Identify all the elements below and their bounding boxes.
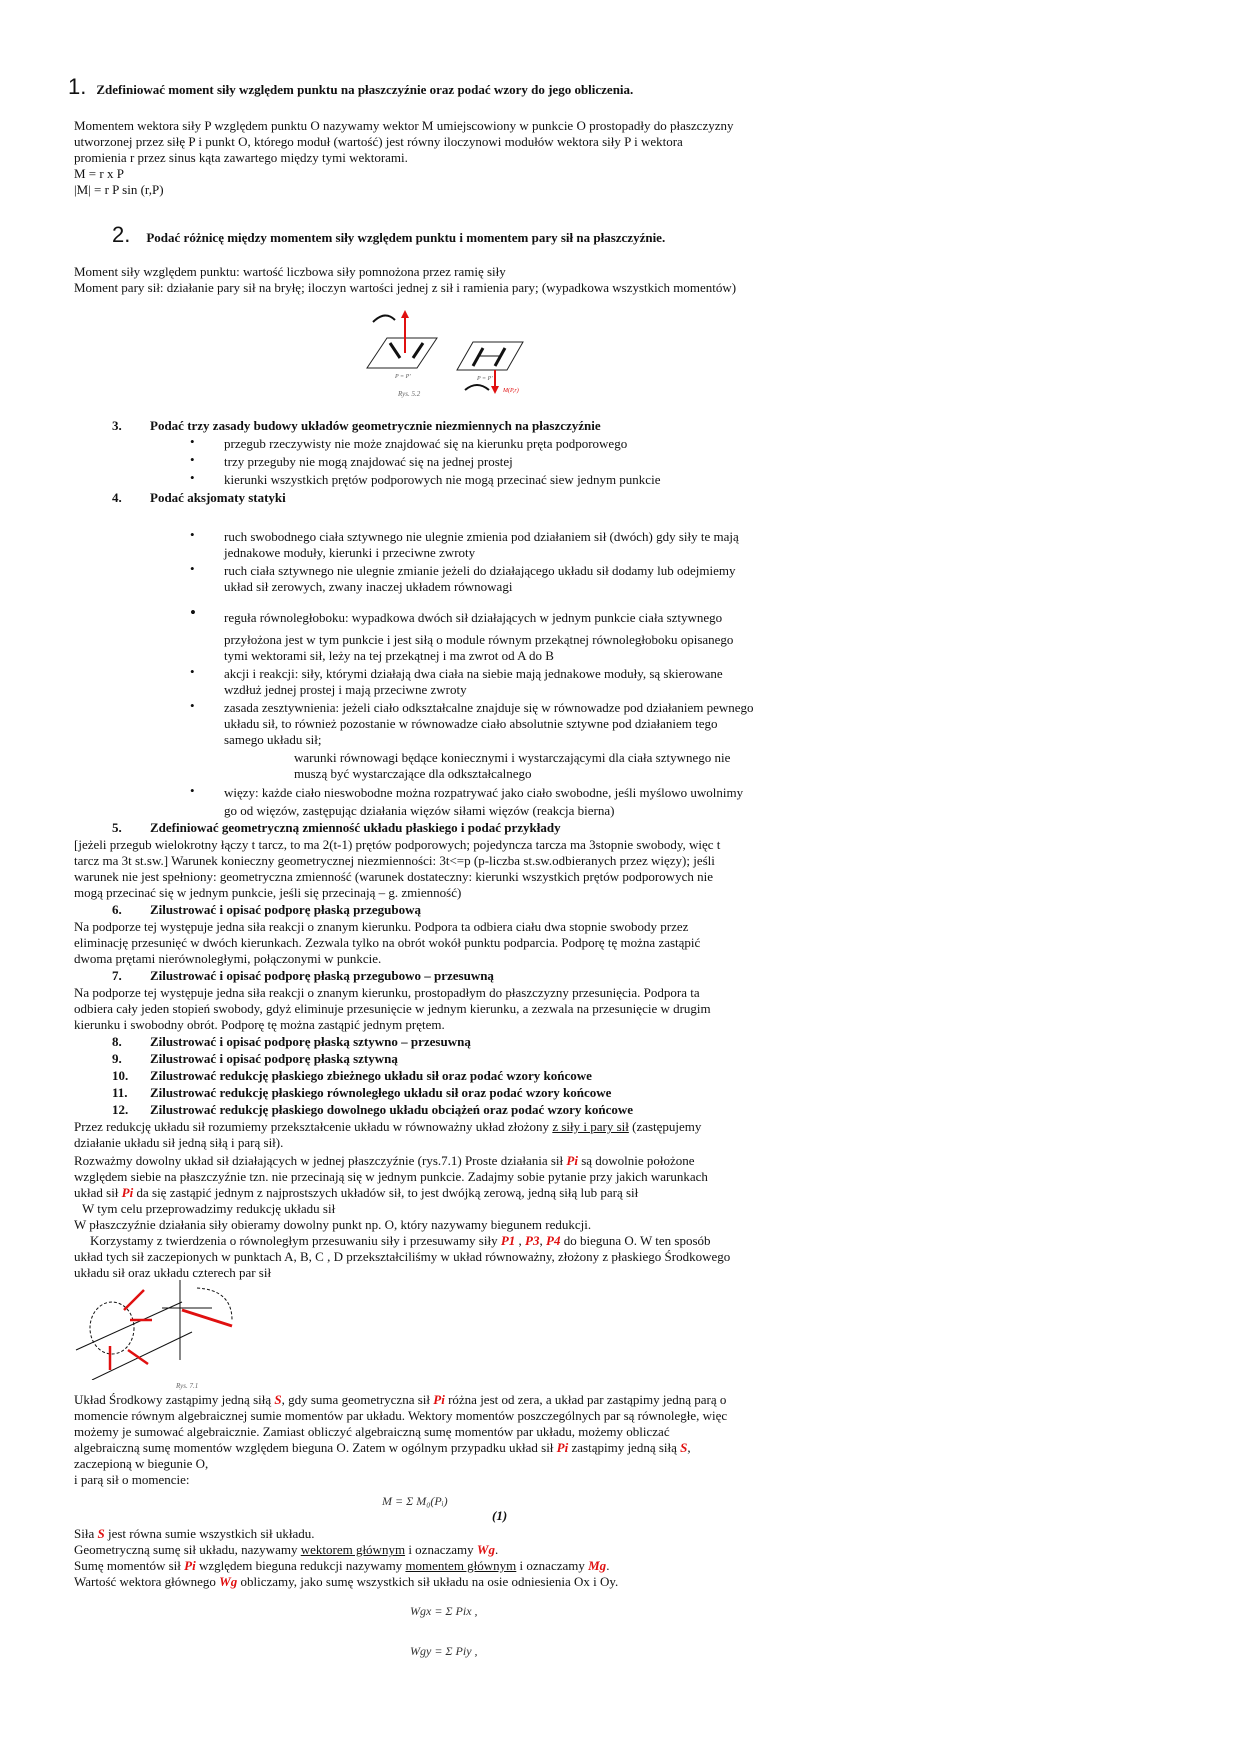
q1-line: Momentem wektora siły P względem punktu O nazywamy wektor M umiejscowiony w punkcie O prostopadły do płaszczyzny — [74, 118, 734, 133]
q4-bullet: przyłożona jest w tym punkcie i jest siłą o module równym przekątnej równoległoboku opisanego — [224, 632, 734, 647]
q12-paragraph: układ sił Pi da się zastąpić jednym z najprostszych układów sił, to jest dwójką zerową, jedną siłą lub parą sił — [74, 1185, 639, 1200]
equation-wgx: Wgx = Σ Pix , — [410, 1604, 478, 1618]
q12-paragraph: algebraiczną sumę momentów względem bieguna O. Zatem w ogólnym przypadku układ sił Pi zastąpimy jedną siłą S, — [74, 1440, 691, 1455]
q11-title: Zilustrować redukcję płaskiego równoległego układu sił oraz podać wzory końcowe — [150, 1085, 612, 1100]
q7-number: 7. — [112, 968, 122, 983]
q4-sub-note: muszą być wystarczające dla odkształcalnego — [294, 766, 532, 781]
equation-wgy: Wgy = Σ Piy , — [410, 1644, 478, 1658]
fig-right-label: P = P' — [477, 376, 493, 382]
q12-paragraph: układ tych sił zaczepionych w punktach A, B, C , D przekształciliśmy w układ równoważny, złożony z płaskiego Środkowego — [74, 1249, 731, 1264]
fig-5-2-caption: Rys. 5.2 — [398, 390, 421, 398]
q12-paragraph: Sumę momentów sił Pi względem bieguna redukcji nazywamy momentem głównym i oznaczamy Mg. — [74, 1558, 610, 1573]
q12-title: Zilustrować redukcję płaskiego dowolnego układu obciążeń oraz podać wzory końcowe — [150, 1102, 634, 1117]
q10-title: Zilustrować redukcję płaskiego zbieżnego układu sił oraz podać wzory końcowe — [150, 1068, 592, 1083]
q12-paragraph: Geometryczną sumę sił układu, nazywamy wektorem głównym i oznaczamy Wg. — [74, 1542, 499, 1557]
q12-paragraph: W tym celu przeprowadzimy redukcję układu sił — [82, 1201, 336, 1216]
q12-paragraph: względem siebie na płaszczyźnie tzn. nie przecinają się w jednym punkcie. Zadajmy sobie pytanie przy jakich warunkach — [74, 1169, 708, 1184]
q1-line: utworzonej przez siłę P i punkt O, którego moduł (wartość) jest równy iloczynowi modułów wektora siły P i wektora — [74, 134, 683, 149]
q5-line: [jeżeli przegub wielokrotny łączy t tarcz, to ma 2(t-1) prętów podporowych; pojedyncza tarcza ma 3stopnie swobody, więc t — [74, 837, 721, 852]
q2-line: Moment siły względem punktu: wartość liczbowa siły pomnożona przez ramię siły — [74, 264, 506, 279]
bullet-icon: • — [190, 452, 195, 467]
q4-bullet: ruch ciała sztywnego nie ulegnie zmianie jeżeli do działającego układu sił dodamy lub odejmiemy — [224, 563, 736, 578]
bullet-icon: • — [190, 783, 195, 798]
q1-heading — [68, 74, 633, 100]
q4-bullet: zasada zesztywnienia: jeżeli ciało odkształcalne znajduje się w równowadze pod działaniem pewnego — [224, 700, 754, 715]
symbol-pi: Pi — [121, 1185, 134, 1200]
q3-bullet: trzy przeguby nie mogą znajdować się na jednej prostej — [224, 454, 513, 469]
q1-title: Zdefiniować moment siły względem punktu na płaszczyźnie oraz podać wzory do jego obliczenia. — [96, 82, 634, 97]
q7-line: kierunku i swobodny obrót. Podporę tę można zastąpić jednym prętem. — [74, 1017, 445, 1032]
q12-paragraph: Korzystamy z twierdzenia o równoległym przesuwaniu siły i przesuwamy siły P1 , P3, P4 do bieguna O. W ten sposób — [90, 1233, 711, 1248]
q5-title: Zdefiniować geometryczną zmienność układu płaskiego i podać przykłady — [150, 820, 561, 835]
q12-paragraph: Rozważmy dowolny układ sił działających w jednej płaszczyźnie (rys.7.1) Proste działania sił Pi są dowolnie położone — [74, 1153, 695, 1168]
q9-number: 9. — [112, 1051, 122, 1066]
fig-left-label: P = P' — [395, 374, 411, 380]
q12-paragraph: Wartość wektora głównego Wg obliczamy, jako sumę wszystkich sił układu na osie odniesienia Ox i Oy. — [74, 1574, 619, 1589]
q4-bullet: wzdłuż jednej prostej i mają przeciwne zwroty — [224, 682, 467, 697]
q2-title: Podać różnicę między momentem siły względem punktu i momentem pary sił na płaszczyźnie. — [146, 230, 666, 245]
q6-title: Zilustrować i opisać podporę płaską przegubową — [150, 902, 421, 917]
q12-paragraph: układu sił oraz układu czterech par sił — [74, 1265, 272, 1280]
q5-number: 5. — [112, 820, 122, 835]
bullet-icon: • — [190, 470, 195, 485]
q8-title: Zilustrować i opisać podporę płaską sztywno – przesuwną — [150, 1034, 471, 1049]
q6-line: dwoma prętami nierównoległymi, połączonymi w punkcie. — [74, 951, 382, 966]
q5-line: warunek nie jest spełniony: geometryczna zmienność (warunek dostateczny: kierunki wszystkich prętów podporowych nie — [74, 869, 713, 884]
q1-formula: M = r x P — [74, 166, 124, 181]
q7-line: Na podporze tej występuje jedna siła reakcji o znanym kierunku, prostopadłym do płaszczyzny przesunięcia. Podpora ta — [74, 985, 700, 1000]
q12-paragraph: momencie równym algebraicznej sumie momentów par układu. Wektory momentów poszczególnych par są równoległe, więc — [74, 1408, 728, 1423]
q4-bullet: samego układu sił; — [224, 732, 322, 747]
q4-bullet: akcji i reakcji: siły, którymi działają dwa ciała na siebie mają jednakowe moduły, są skierowane — [224, 666, 723, 681]
q7-title: Zilustrować i opisać podporę płaską przegubowo – przesuwną — [150, 968, 494, 983]
q1-formula: |M| = r P sin (r,P) — [74, 182, 164, 197]
q10-number: 10. — [112, 1068, 129, 1083]
q4-bullet: układu sił, to również pozostanie w równowadze ciało absolutnie sztywne pod działaniem tego — [224, 716, 718, 731]
q1-line: promienia r przez sinus kąta zawartego między tymi wektorami. — [74, 150, 408, 165]
q4-bullet: tymi wektorami sił, leży na tej przekątnej i ma zwrot od A do B — [224, 648, 554, 663]
q2-line: Moment pary sił: działanie pary sił na bryłę; iloczyn wartości jednej z sił i ramienia pary; (wypadkowa wszystkich momentów) — [74, 280, 737, 295]
symbol-pi: Pi — [566, 1153, 578, 1168]
bullet-icon: • — [190, 434, 195, 449]
q4-bullet: jednakowe moduły, kierunki i przeciwne zwroty — [224, 545, 476, 560]
force-reduction-figure — [72, 1280, 272, 1380]
q12-paragraph: działanie układu sił jedną siłą i parą sił). — [74, 1135, 284, 1150]
q2-heading — [112, 222, 665, 248]
q5-line: mogą przecinać się w jednym punkcie, jeśli się przecinają – g. zmienność) — [74, 885, 462, 900]
fig-7-1-caption: Rys. 7.1 — [176, 1382, 199, 1390]
q12-paragraph: i parą sił o momencie: — [74, 1472, 190, 1487]
bullet-icon: • — [190, 664, 195, 679]
bullet-icon: • — [190, 603, 196, 622]
fig-moment-label: M(P,r) — [503, 388, 519, 394]
q12-paragraph: możemy je sumować algebraicznie. Zamiast obliczyć algebraiczną sumę momentów par układu, możemy obliczać — [74, 1424, 670, 1439]
q1-number: 1. — [68, 74, 87, 99]
q12-paragraph: W płaszczyźnie działania siły obieramy dowolny punkt np. O, który nazywamy biegunem redukcji. — [74, 1217, 592, 1232]
q11-number: 11. — [112, 1085, 128, 1100]
q4-title: Podać aksjomaty statyki — [150, 490, 286, 505]
moment-pair-figure — [355, 308, 535, 400]
q4-bullet: układ sił zerowych, zwany inaczej układem równowagi — [224, 579, 513, 594]
link-sila-i-para: z siły i pary sił — [552, 1119, 629, 1134]
q4-bullet: ruch swobodnego ciała sztywnego nie ulegnie zmienia pod działaniem sił (dwóch) gdy siły te mają — [224, 529, 739, 544]
q7-line: odbiera cały jeden stopień swobody, gdyż eliminuje przesunięcie w jednym kierunku, a zezwala na przesunięcie w drugim — [74, 1001, 711, 1016]
q6-line: eliminację przesunięć w dwóch kierunkach. Zezwala tylko na obrót wokół punktu podparcia. Podporę tę można zastąpić — [74, 935, 701, 950]
q4-bullet: reguła równoległoboku: wypadkowa dwóch sił działających w jednym punkcie ciała sztywnego — [224, 610, 723, 625]
equation-number: (1) — [492, 1508, 508, 1523]
q4-number: 4. — [112, 490, 122, 505]
q4-bullet: więzy: każde ciało nieswobodne można rozpatrywać jako ciało swobodne, jeśli myślowo uwolnimy — [224, 785, 744, 800]
q5-line: tarcz ma 3t st.sw.] Warunek konieczny geometrycznej niezmienności: 3t<=p (p-liczba st.sw.odbieranych przez więzy); jeśli — [74, 853, 715, 868]
q3-number: 3. — [112, 418, 122, 433]
q8-number: 8. — [112, 1034, 122, 1049]
q3-title: Podać trzy zasady budowy układów geometrycznie niezmiennych na płaszczyźnie — [150, 418, 601, 433]
q6-number: 6. — [112, 902, 122, 917]
q4-sub-note: warunki równowagi będące koniecznymi i wystarczającymi dla ciała sztywnego nie — [294, 750, 731, 765]
bullet-icon: • — [190, 561, 195, 576]
q12-paragraph: Układ Środkowy zastąpimy jedną siłą S, gdy suma geometryczna sił Pi różna jest od zera, a układ par zastąpimy jedną parą o — [74, 1392, 727, 1407]
q4-bullet: go od więzów, zastępując działania więzów siłami więzów (reakcja bierna) — [224, 803, 615, 818]
q2-number: 2. — [112, 222, 131, 247]
q12-number: 12. — [112, 1102, 129, 1117]
bullet-icon: • — [190, 527, 195, 542]
bullet-icon: • — [190, 698, 195, 713]
q12-paragraph: Przez redukcję układu sił rozumiemy przekształcenie układu w równoważny układ złożony z siły i pary sił (zastępujemy — [74, 1119, 702, 1134]
q3-bullet: kierunki wszystkich prętów podporowych nie mogą przecinać siew jednym punkcie — [224, 472, 661, 487]
q6-line: Na podporze tej występuje jedna siła reakcji o znanym kierunku. Podpora ta odbiera ciału dwa stopnie swobody przez — [74, 919, 689, 934]
q9-title: Zilustrować i opisać podporę płaską sztywną — [150, 1051, 398, 1066]
q12-paragraph: Siła S jest równa sumie wszystkich sił układu. — [74, 1526, 315, 1541]
equation-moment: M = Σ M₀(Pᵢ) — [382, 1494, 448, 1508]
q3-bullet: przegub rzeczywisty nie może znajdować się na kierunku pręta podporowego — [224, 436, 628, 451]
q12-paragraph: zaczepioną w biegunie O, — [74, 1456, 209, 1471]
